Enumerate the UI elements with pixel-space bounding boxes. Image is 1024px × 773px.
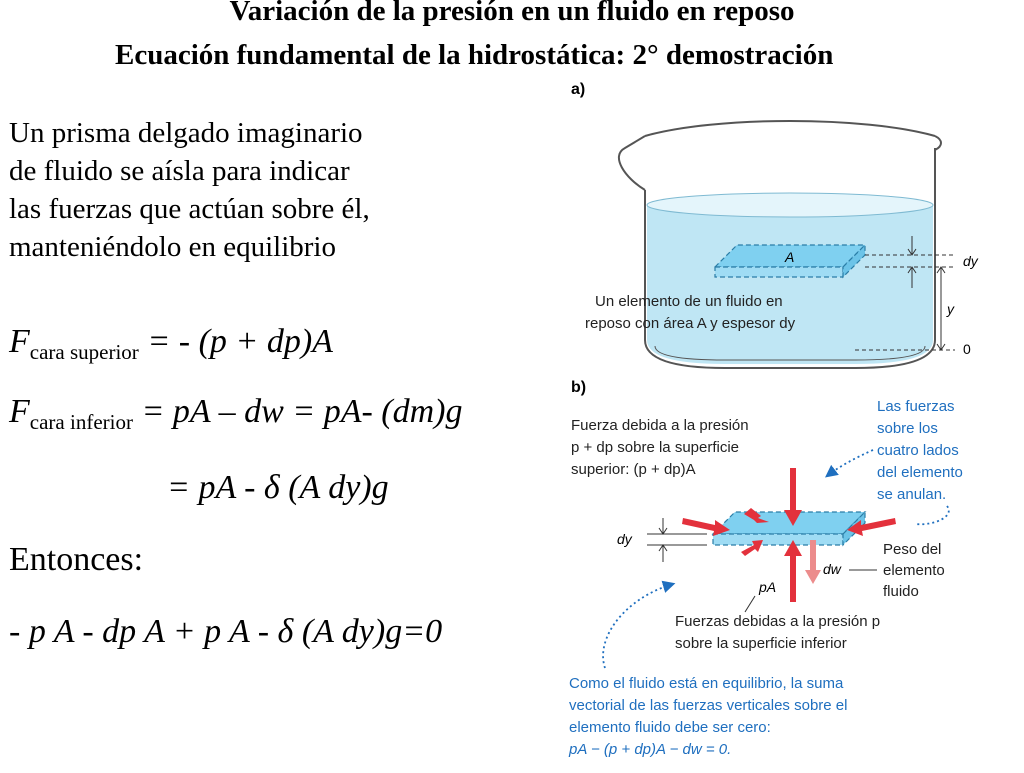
side-forces-line: sobre los bbox=[877, 420, 938, 437]
caption-a-line: Un elemento de un fluido en bbox=[595, 293, 783, 310]
eq1-sub: cara superior bbox=[29, 340, 139, 364]
caption-a-line: reposo con área A y espesor dy bbox=[585, 315, 796, 332]
weight-line: elemento bbox=[883, 562, 945, 579]
slide-title-line1: Variación de la presión en un fluido en reposo bbox=[229, 0, 795, 27]
side-forces-pointer bbox=[827, 450, 873, 476]
top-force-line: p + dp sobre la superficie bbox=[571, 439, 740, 456]
dy-label-b: dy bbox=[617, 531, 632, 547]
side-forces-pointer-2 bbox=[915, 506, 949, 524]
weight-arrow bbox=[805, 540, 821, 584]
side-forces-line: se anulan. bbox=[877, 486, 947, 503]
equation-bottom-face-cont: = pA - δ (A dy)g bbox=[167, 469, 389, 506]
equilibrium-line: Como el fluido está en equilibrio, la suma bbox=[569, 675, 844, 692]
intro-line: manteniéndolo en equilibrio bbox=[9, 231, 336, 263]
water-surface bbox=[647, 193, 933, 217]
part-a-label: a) bbox=[571, 81, 586, 98]
zero-label: 0 bbox=[963, 341, 971, 357]
hydrostatics-figure bbox=[555, 78, 1024, 768]
bottom-force-line: Fuerzas debidas a la presión p bbox=[675, 613, 881, 630]
bottom-force-line: sobre la superficie inferior bbox=[675, 635, 847, 652]
then-label: Entonces: bbox=[9, 541, 144, 578]
part-b-label: b) bbox=[571, 379, 587, 396]
top-force-line: Fuerza debida a la presión bbox=[571, 417, 749, 434]
area-label: A bbox=[785, 249, 795, 265]
equation-bottom-face bbox=[9, 392, 462, 442]
eq1-var: F bbox=[9, 323, 30, 360]
equilibrium-pointer bbox=[603, 584, 673, 668]
weight-line: Peso del bbox=[883, 541, 942, 558]
intro-line: las fuerzas que actúan sobre él, bbox=[9, 193, 370, 225]
equilibrium-line: pA − (p + dp)A − dw = 0. bbox=[569, 741, 732, 758]
water-body bbox=[647, 205, 933, 364]
eq2-var: F bbox=[9, 393, 30, 430]
eq1-rhs: = - (p + dp)A bbox=[138, 323, 333, 360]
equilibrium-line: elemento fluido debe ser cero: bbox=[569, 719, 771, 736]
bottom-force-arrow bbox=[784, 540, 802, 602]
pA-label: pA bbox=[759, 579, 777, 595]
eq2-rhs: = pA – dw = pA- (dm)g bbox=[132, 393, 463, 430]
y-label: y bbox=[947, 301, 954, 317]
intro-line: Un prisma delgado imaginario bbox=[9, 117, 363, 149]
top-force-line: superior: (p + dp)A bbox=[571, 461, 696, 478]
side-forces-line: Las fuerzas bbox=[877, 398, 955, 415]
intro-line: de fluido se aísla para indicar bbox=[9, 155, 350, 187]
weight-line: fluido bbox=[883, 583, 919, 600]
equilibrium-line: vectorial de las fuerzas verticales sobre el bbox=[569, 697, 848, 714]
equation-balance: - p A - dp A + p A - δ (A dy)g=0 bbox=[9, 613, 443, 650]
dy-label-a: dy bbox=[963, 253, 978, 269]
intro-text bbox=[9, 114, 370, 266]
dw-label: dw bbox=[823, 561, 841, 577]
eq2-sub: cara inferior bbox=[29, 410, 133, 434]
slide-title-line2: Ecuación fundamental de la hidrostática: 2° demostración bbox=[115, 39, 834, 71]
side-forces-line: cuatro lados bbox=[877, 442, 959, 459]
equation-top-face bbox=[9, 322, 333, 372]
side-forces-line: del elemento bbox=[877, 464, 963, 481]
